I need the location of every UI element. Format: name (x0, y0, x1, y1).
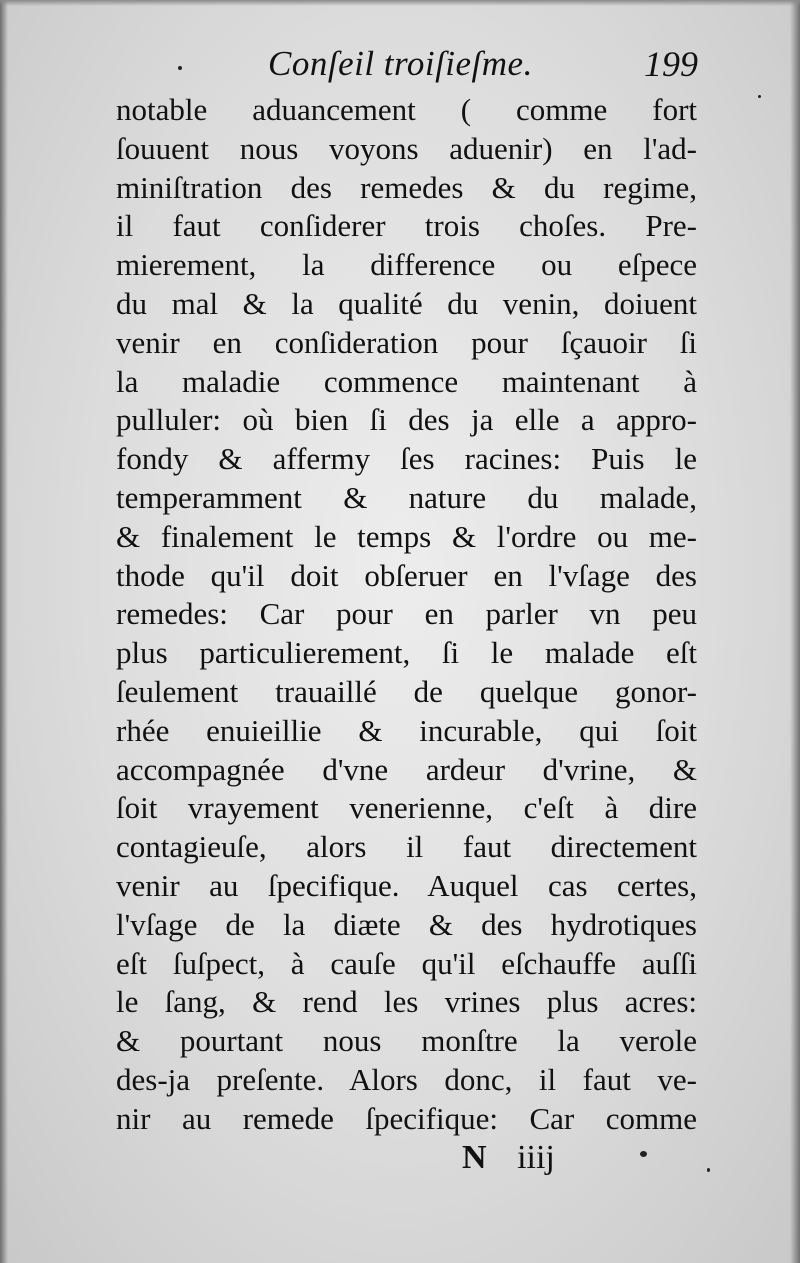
text-line: eſt ſuſpect, à cauſe qu'il eſchauffe auſſi (116, 945, 697, 981)
text-line: rhée enuieillie & incurable, qui ſoit (116, 712, 697, 748)
signature-mark (462, 1136, 555, 1180)
text-line: & pourtant nous monſtre la verole (116, 1023, 697, 1059)
text-line: des-ja preſente. Alors donc, il faut ve- (116, 1061, 697, 1097)
text-line: ſoit vrayement venerienne, c'eſt à dire (116, 790, 697, 826)
text-line: ſeulement trauaillé de quelque gonor- (116, 673, 697, 709)
text-line: il faut conſiderer trois choſes. Pre- (116, 208, 697, 244)
text-line: nir au remede ſpecifique: Car comme (116, 1100, 697, 1136)
text-line: ſouuent nous voyons aduenir) en l'ad- (116, 130, 697, 166)
page-number: 199 (644, 44, 698, 84)
page-edge-right (790, 0, 800, 1263)
text-line: miniſtration des remedes & du regime, (116, 169, 697, 205)
text-line: la maladie commence maintenant à (116, 363, 697, 399)
text-line: notable aduancement ( comme fort (116, 92, 697, 127)
body-text (116, 91, 697, 1139)
text-line: du mal & la qualité du venin, doiuent (116, 285, 697, 321)
running-title: Conſeil troiſieſme. (268, 44, 533, 83)
page-edge-top (0, 0, 800, 6)
text-line: remedes: Car pour en parler vn peu (116, 596, 697, 632)
text-line: venir en conſideration pour ſçauoir ſi (116, 324, 697, 360)
text-line: venir au ſpecifique. Auquel cas certes, (116, 867, 697, 903)
page-edge-left (0, 0, 8, 1263)
signature-numeral: iiij (517, 1139, 555, 1176)
ink-speck (758, 95, 761, 98)
text-line: le ſang, & rend les vrines plus acres: (116, 984, 697, 1020)
text-line: & finalement le temps & l'ordre ou me- (116, 518, 697, 554)
ink-speck (640, 1151, 647, 1157)
text-line: pulluler: où bien ſi des ja elle a appro- (116, 402, 697, 438)
text-line: temperamment & nature du malade, (116, 479, 697, 515)
text-line: l'vſage de la diæte & des hydrotiques (116, 906, 697, 942)
ink-speck (178, 66, 182, 70)
text-line: fondy & affermy ſes racines: Puis le (116, 441, 697, 477)
text-line: mierement, la difference ou eſpece (116, 247, 697, 283)
running-head (120, 40, 700, 88)
text-line: thode qu'il doit obſeruer en l'vſage des (116, 557, 697, 593)
signature-letter: N (462, 1139, 487, 1176)
text-line: accompagnée d'vne ardeur d'vrine, & (116, 751, 697, 787)
text-line: contagieuſe, alors il faut directement (116, 829, 697, 865)
ink-speck (707, 1168, 710, 1172)
text-line: plus particulierement, ſi le malade eſt (116, 635, 697, 671)
